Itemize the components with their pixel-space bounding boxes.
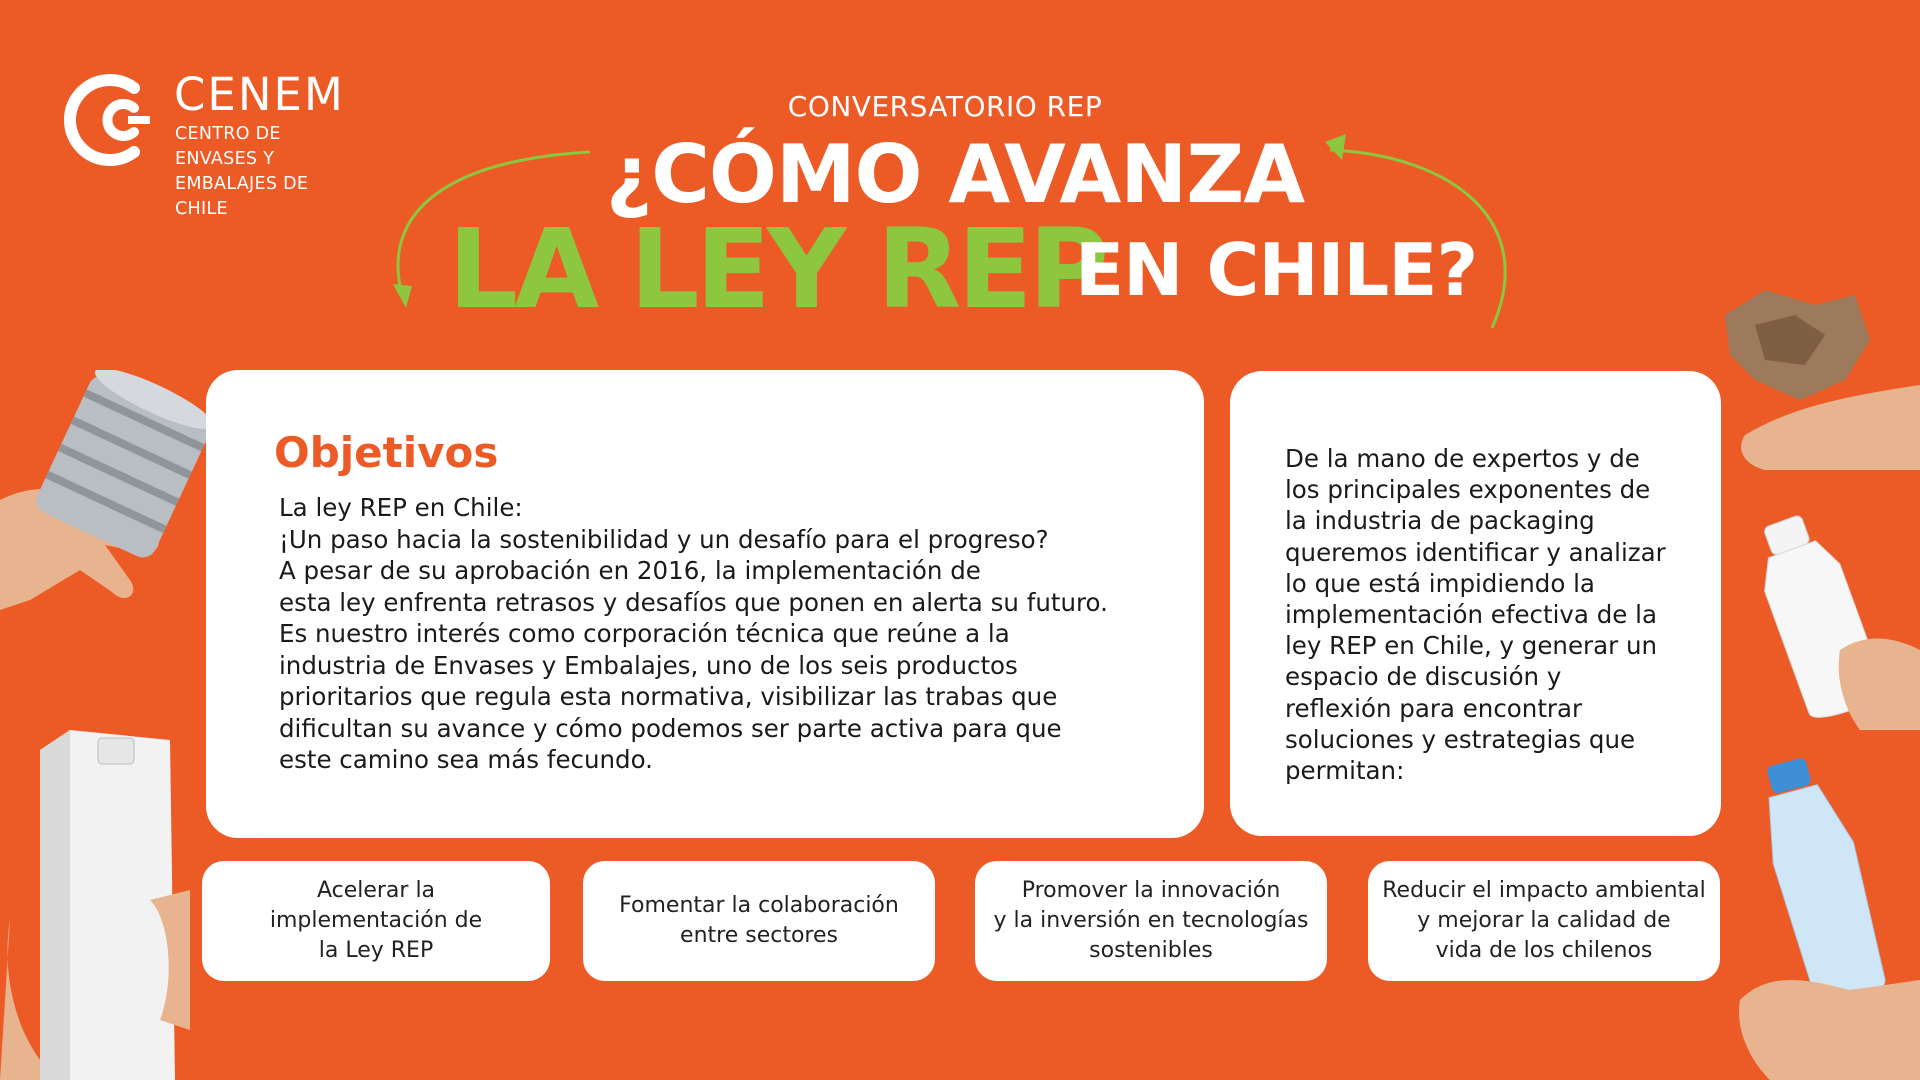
tin-can-hand-image <box>0 370 220 670</box>
plastic-bottle-hand-image <box>1750 500 1920 730</box>
objectives-title: Objetivos <box>274 428 499 477</box>
event-eyebrow: CONVERSATORIO REP <box>787 90 1103 123</box>
milk-carton-image <box>0 720 190 1080</box>
goal-accelerate: Acelerar la implementación de la Ley REP <box>202 861 550 981</box>
title-line-1: ¿CÓMO AVANZA <box>605 128 1305 221</box>
objectives-text: La ley REP en Chile: ¡Un paso hacia la sostenibilidad y un desafío para el progreso? A pesar de su aprobación en 2016, la implementación de esta ley enfrenta retrasos y desafíos que ponen en alerta su futuro. Es nuestro interés como corporación técnica que reúne a la industria de Envases y Embalajes, uno de los seis productos prioritarios que regula esta normativa, visibilizar las trabas que dificultan su avance y cómo podemos ser parte activa para que este camino sea más fecundo. <box>279 493 1108 774</box>
crumpled-paper-hand-image <box>1705 285 1920 470</box>
title-highlight: LA LEY REP <box>448 205 1106 333</box>
description-text: De la mano de expertos y de los principales exponentes de la industria de packaging queremos identificar y analizar lo que está impidiendo la implementación efectiva de la ley REP en Chile, y generar un espacio de discusión y reflexión para encontrar soluciones y estrategias que permitan: <box>1285 444 1666 786</box>
title-end: EN CHILE? <box>1075 228 1478 312</box>
goal-collaboration: Fomentar la colaboración entre sectores <box>583 861 935 981</box>
cenem-logo <box>62 68 362 219</box>
goal-innovation: Promover la innovación y la inversión en tecnologías sostenibles <box>975 861 1327 981</box>
cenem-logo-icon <box>62 70 162 170</box>
logo-name: CENEM <box>174 68 345 121</box>
logo-subtitle: CENTRO DE ENVASES Y EMBALAJES DE CHILE <box>175 124 309 219</box>
goal-environment: Reducir el impacto ambiental y mejorar la calidad de vida de los chilenos <box>1368 861 1720 981</box>
water-bottle-hand-image <box>1730 740 1920 1080</box>
